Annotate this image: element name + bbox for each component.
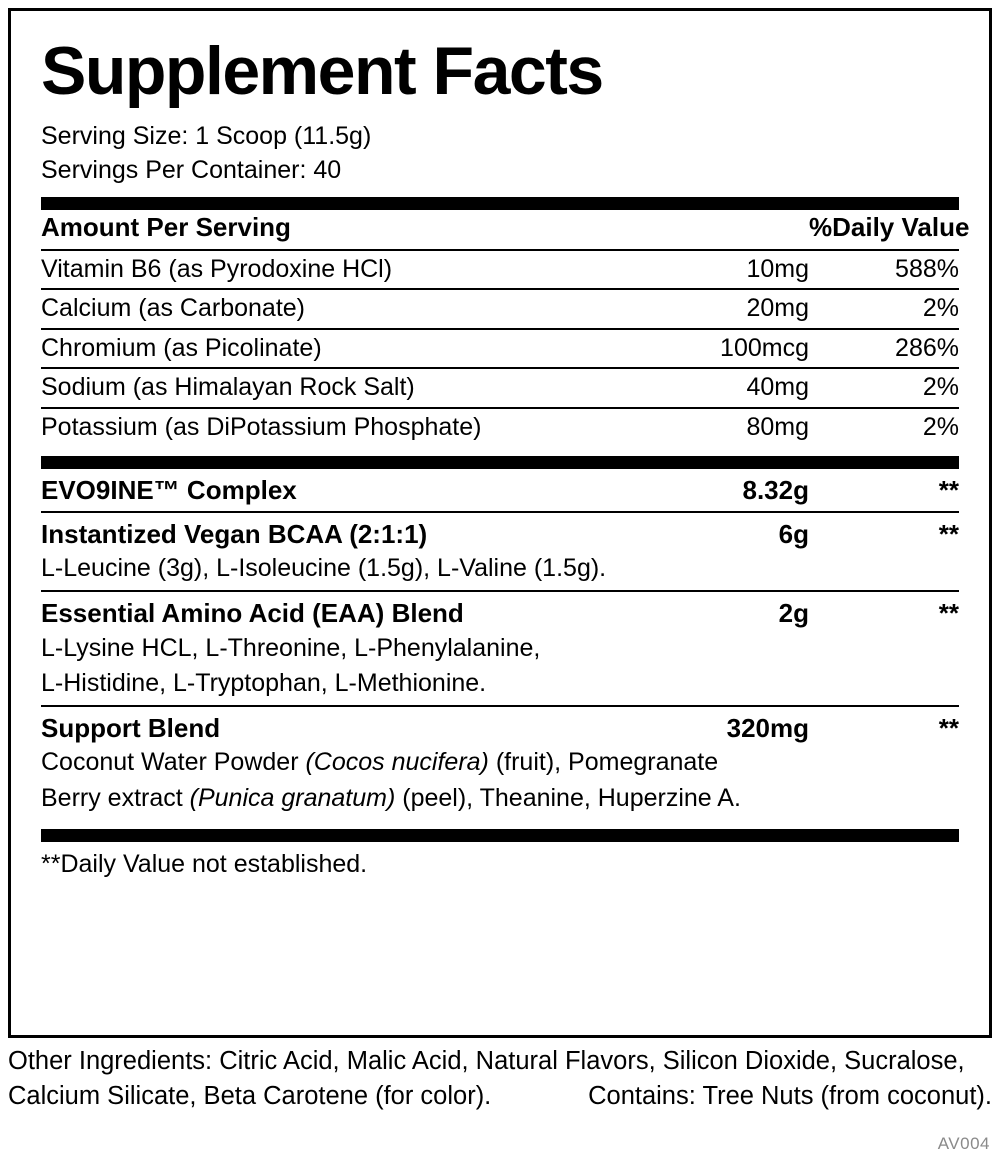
blend-description-line2	[41, 784, 959, 820]
complex-name: EVO9INE™ Complex	[41, 469, 649, 512]
header-amount-spacer	[649, 210, 809, 250]
servings-per-container: Servings Per Container: 40	[41, 155, 342, 184]
blend-dv: **	[938, 597, 959, 628]
other-ingredients-line2-left: Calcium Silicate, Beta Carotene (for color).	[8, 1081, 492, 1110]
page-title: Supplement Facts	[41, 33, 603, 109]
nutrient-name: Potassium (as DiPotassium Phosphate)	[41, 412, 482, 441]
allergen-statement: Contains: Tree Nuts (from coconut).	[588, 1081, 992, 1110]
blend-row	[41, 512, 959, 555]
blend-description-row	[41, 748, 959, 784]
table-header-row	[41, 210, 959, 250]
desc-text-italic: (Cocos nucifera)	[305, 748, 489, 777]
blend-description-row	[41, 669, 959, 706]
table-row	[41, 408, 959, 447]
blend-dv: **	[938, 518, 959, 549]
blend-amount: 6g	[778, 518, 809, 549]
divider-thick-top	[41, 197, 959, 210]
blend-description-row	[41, 634, 959, 670]
complex-amount: 8.32g	[649, 469, 809, 512]
desc-text-a: Berry extract	[41, 783, 190, 812]
nutrient-name: Calcium (as Carbonate)	[41, 289, 649, 329]
footnote: **Daily Value not established.	[41, 850, 368, 879]
desc-text-b: (fruit), Pomegranate	[488, 748, 719, 777]
blend-row	[41, 706, 959, 749]
serving-size: Serving Size: 1 Scoop (11.5g)	[41, 122, 372, 151]
blend-description-line1	[41, 748, 959, 784]
nutrient-name: Sodium (as Himalayan Rock Salt)	[41, 368, 649, 408]
other-ingredients	[8, 1044, 992, 1113]
nutrient-dv: 2%	[809, 289, 959, 329]
label-code: AV004	[937, 1134, 990, 1153]
desc-text-b: (peel), Theanine, Huperzine A.	[395, 783, 741, 812]
nutrient-amount: 40mg	[649, 368, 809, 408]
nutrient-dv: 2%	[922, 412, 959, 441]
other-ingredients-line1: Other Ingredients: Citric Acid, Malic Acid, Natural Flavors, Silicon Dioxide, Sucralose,	[8, 1047, 965, 1075]
blend-description-row	[41, 784, 959, 820]
table-row	[41, 368, 959, 408]
table-row	[41, 289, 959, 329]
blend-table	[41, 469, 959, 819]
nutrient-amount: 80mg	[746, 412, 809, 441]
blend-name: Support Blend	[41, 712, 221, 743]
blend-amount: 2g	[778, 597, 809, 628]
nutrient-name: Vitamin B6 (as Pyrodoxine HCl)	[41, 250, 649, 290]
nutrient-amount: 100mcg	[649, 329, 809, 369]
blend-name: Instantized Vegan BCAA (2:1:1)	[41, 518, 428, 549]
header-daily-value: %Daily Value	[809, 210, 959, 250]
other-ingredients-line2	[8, 1079, 992, 1114]
blend-amount: 320mg	[726, 712, 809, 743]
table-row	[41, 250, 959, 290]
blend-description-line2: L-Histidine, L-Tryptophan, L-Methionine.	[41, 669, 959, 706]
supplement-facts-panel	[8, 8, 992, 1038]
nutrient-amount: 20mg	[649, 289, 809, 329]
divider-thick-middle	[41, 456, 959, 469]
complex-row	[41, 469, 959, 512]
nutrient-dv: 286%	[809, 329, 959, 369]
header-amount-per-serving: Amount Per Serving	[41, 210, 649, 250]
blend-row	[41, 591, 959, 634]
complex-dv: **	[809, 469, 959, 512]
blend-name: Essential Amino Acid (EAA) Blend	[41, 597, 464, 628]
desc-text-italic: (Punica granatum)	[189, 783, 396, 812]
blend-description-line1: L-Lysine HCL, L-Threonine, L-Phenylalanine,	[41, 633, 541, 662]
nutrient-name: Chromium (as Picolinate)	[41, 329, 649, 369]
nutrient-dv: 2%	[809, 368, 959, 408]
desc-text-a: Coconut Water Powder	[41, 748, 306, 777]
blend-description-row	[41, 554, 959, 591]
blend-description: L-Leucine (3g), L-Isoleucine (1.5g), L-Valine (1.5g).	[41, 554, 959, 591]
table-row	[41, 329, 959, 369]
divider-thick-bottom	[41, 829, 959, 842]
nutrition-table	[41, 210, 970, 446]
nutrient-amount: 10mg	[649, 250, 809, 290]
blend-dv: **	[938, 712, 959, 743]
nutrient-dv: 588%	[809, 250, 959, 290]
